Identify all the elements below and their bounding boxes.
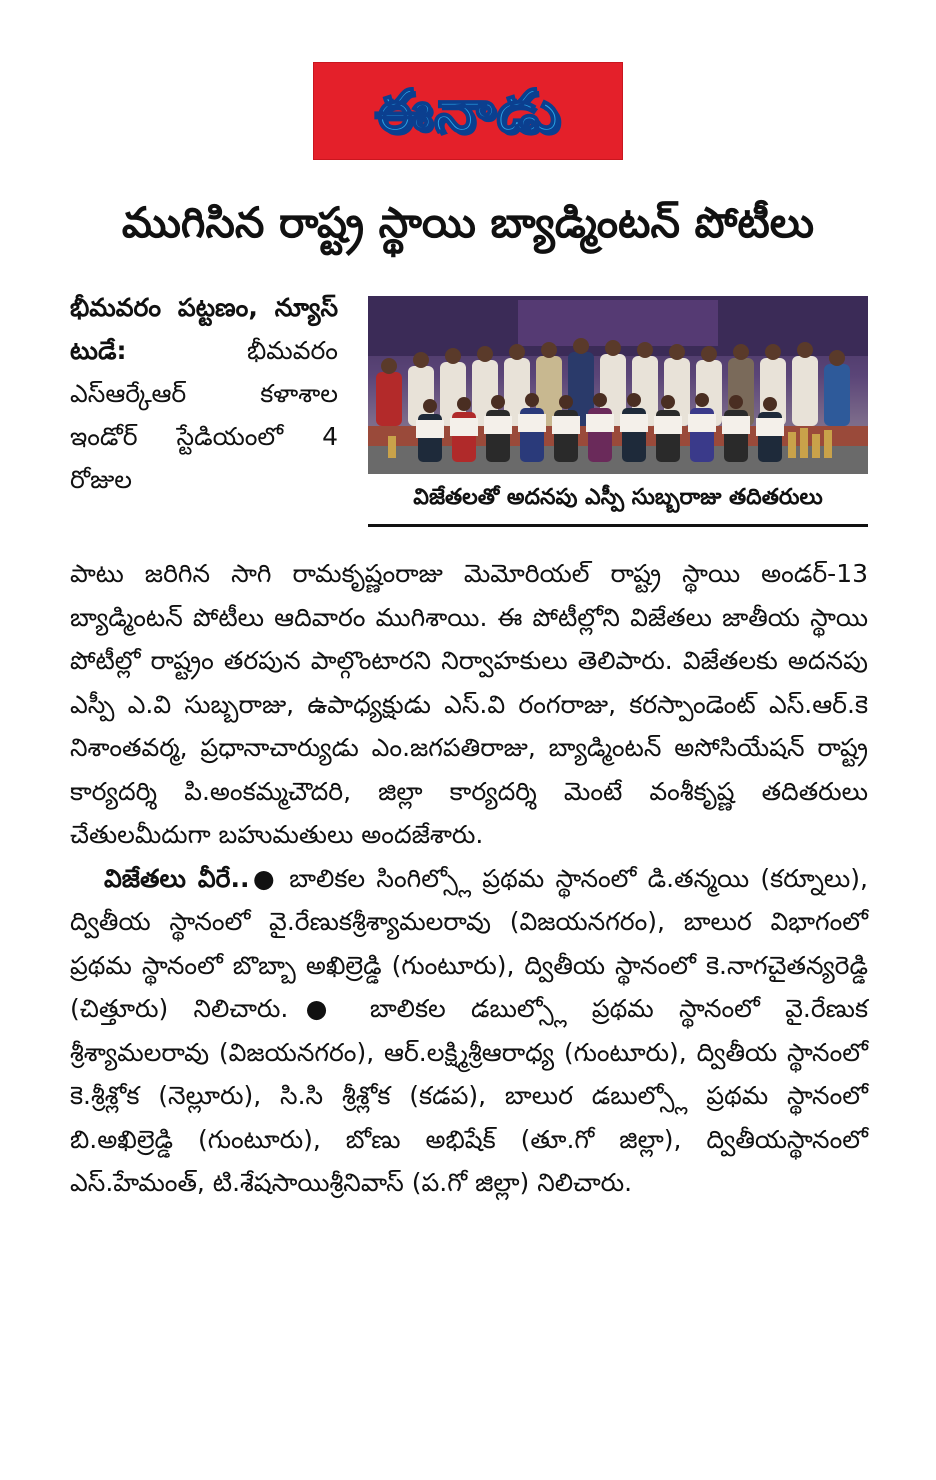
winners-list-doubles: ● బాలికల డబుల్స్లో ప్రథమ స్థానంలో వై.రేణుక శ్రీశ్యామలరావు (విజయనగరం), ఆర్.లక్ష్మిశ్రీఆరాధ్య (గుంటూరు), ద్వితీయ స్థానంలో కె.శ్రీశ్లోక (నెల్లూరు), సి.సి శ్రీశ్లోక (కడప), బాలుర డబుల్స్లో ప్రథమ స్థానంలో బి.అఖిల్రెడ్డి (గుంటూరు), బోణు అభిషేక్ (తూ.గో జిల్లా), ద్వితీయస్థానంలో ఎస్.హేమంత్, టి.శేషసాయిశ్రీనివాస్ (ప.గో జిల్లా) నిలిచారు. [70,994,868,1197]
news-photo [368,296,868,474]
article-lead-text: భీమవరం ఎస్ఆర్కేఆర్ కళాశాల ఇండోర్ స్టేడియంలో 4 రోజుల [70,336,338,494]
masthead-logo: ఈనాడు [374,77,562,145]
winners-paragraph [70,857,868,1205]
article-body [70,552,868,1205]
photo-caption: విజేతలతో అదనపు ఎస్పీ సుబ్బరాజు తదితరులు [368,476,868,527]
article-lead-column [70,286,338,501]
winners-heading: విజేతలు వీరే.. [104,863,250,893]
article-lead-paragraph [70,286,338,501]
newspaper-masthead [313,62,623,160]
article-paragraph: పాటు జరిగిన సాగి రామకృష్ణంరాజు మెమోరియల్ రాష్ట్ర స్థాయి అండర్-13 బ్యాడ్మింటన్ పోటీలు ఆదివారం ముగిశాయి. ఈ పోటీల్లోని విజేతలు జాతీయ స్థాయి పోటీల్లో రాష్ట్రం తరపున పాల్గొంటారని నిర్వాహకులు తెలిపారు. విజేతలకు అదనపు ఎస్పీ ఎ.వి సుబ్బరాజు, ఉపాధ్యక్షుడు ఎస్.వి రంగరాజు, కరస్పాండెంట్ ఎస్.ఆర్.కె నిశాంతవర్మ, ప్రధానాచార్యుడు ఎం.జగపతిరాజు, బ్యాడ్మింటన్ అసోసియేషన్ రాష్ట్ర కార్యదర్శి పి.అంకమ్మచౌదరి, జిల్లా కార్యదర్శి మెంటే వంశీకృష్ణ తదితరులు చేతులమీదుగా బహుమతులు అందజేశారు. [70,559,868,849]
group-photo-illustration [368,296,868,474]
article-dateline: భీమవరం పట్టణం, న్యూస్ టుడే: [70,293,338,365]
article-headline: ముగిసిన రాష్ట్ర స్థాయి బ్యాడ్మింటన్ పోటీలు [121,198,815,247]
winners-list-singles: ● బాలికల సింగిల్స్లో ప్రథమ స్థానంలో డి.తన్మయి (కర్నూలు), ద్వితీయ స్థానంలో వై.రేణుకశ్రీశ్యామలరావు (విజయనగరం), బాలుర విభాగంలో ప్రథమ స్థానంలో బొబ్బా అఖిల్రెడ్డి (గుంటూరు), ద్వితీయ స్థానంలో కె.నాగచైతన్యరెడ్డి (చిత్తూరు) నిలిచారు. [70,863,868,1023]
